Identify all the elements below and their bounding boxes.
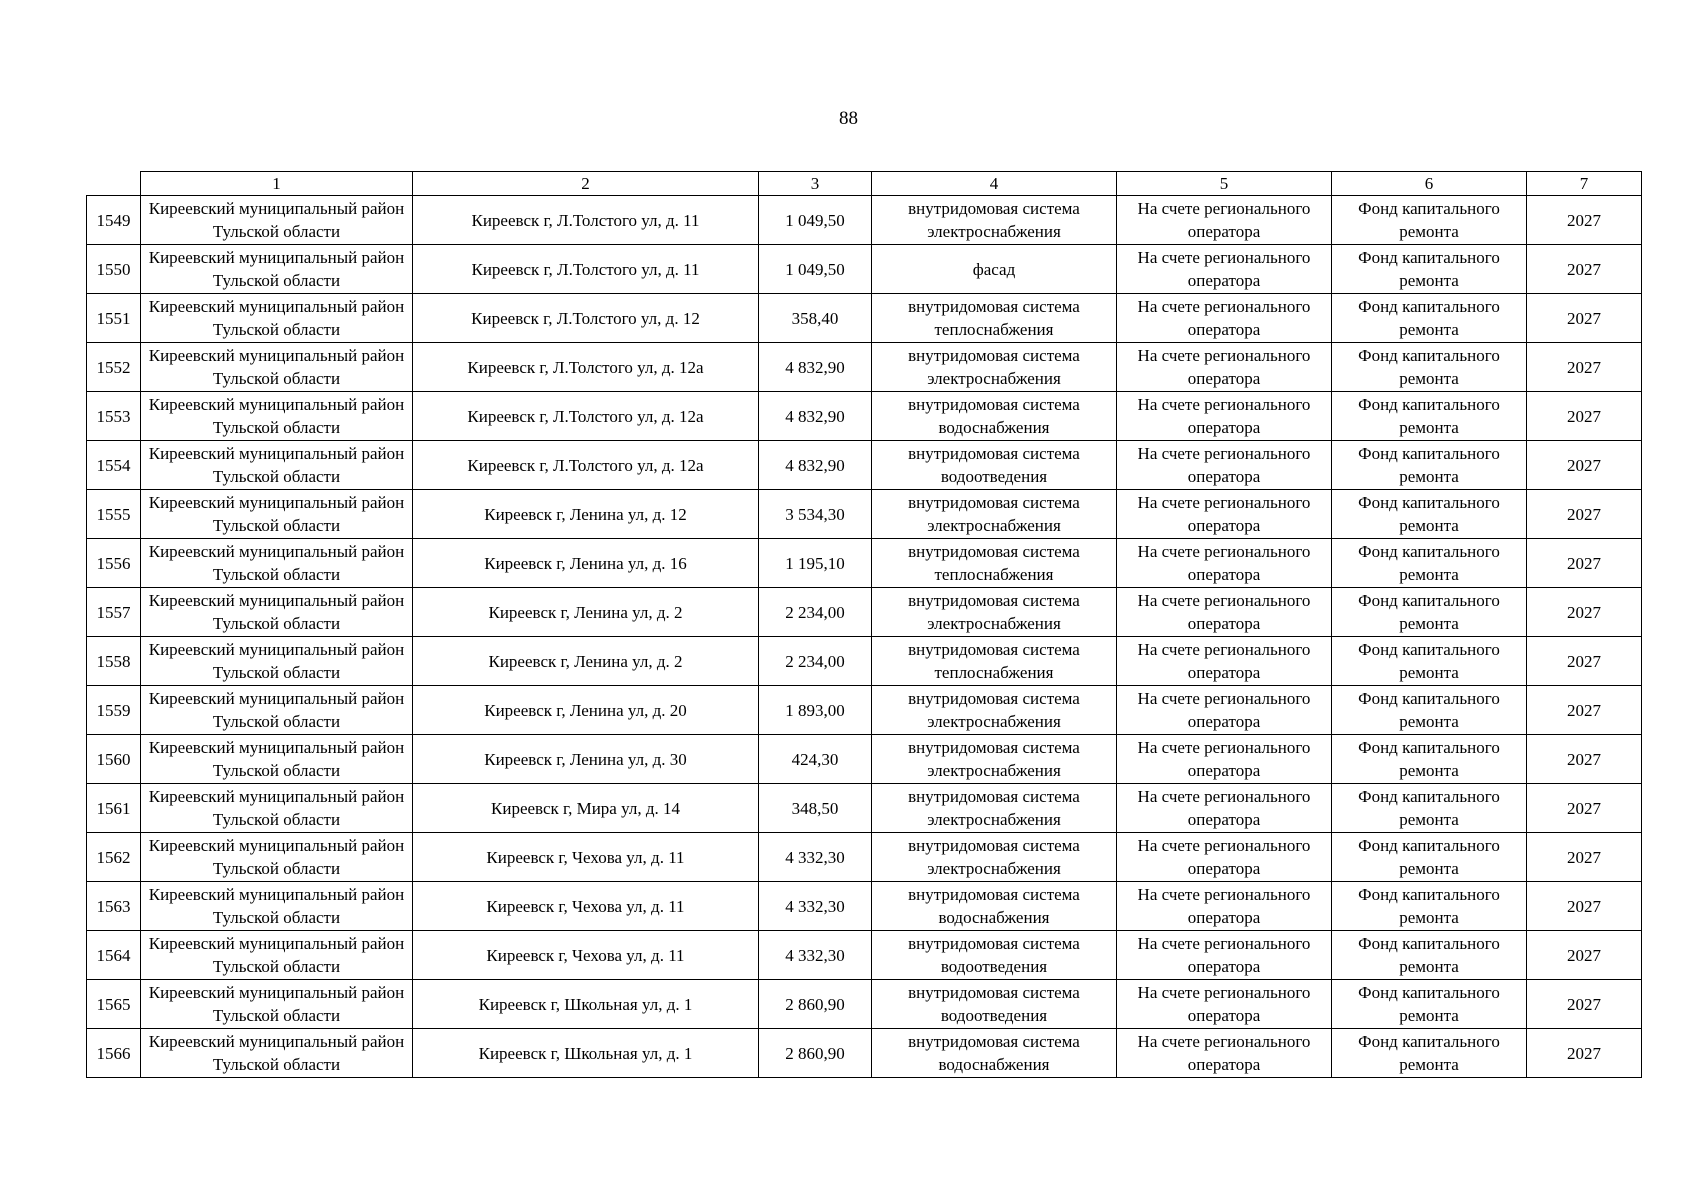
column-header-num: [87, 172, 141, 196]
table-row: [87, 343, 1642, 392]
cell-year: 2027: [1527, 1029, 1642, 1078]
table-row: [87, 784, 1642, 833]
cell-address: Киреевск г, Чехова ул, д. 11: [413, 931, 759, 980]
cell-work-type: внутридомовая система электроснабжения: [872, 735, 1117, 784]
cell-address: Киреевск г, Ленина ул, д. 20: [413, 686, 759, 735]
cell-address: Киреевск г, Л.Толстого ул, д. 11: [413, 245, 759, 294]
cell-year: 2027: [1527, 588, 1642, 637]
cell-fund-account: На счете регионального оператора: [1117, 686, 1332, 735]
cell-fund-account: На счете регионального оператора: [1117, 588, 1332, 637]
cell-work-type: внутридомовая система электроснабжения: [872, 343, 1117, 392]
cell-year: 2027: [1527, 833, 1642, 882]
cell-district: Киреевский муниципальный район Тульской области: [141, 294, 413, 343]
cell-year: 2027: [1527, 441, 1642, 490]
table-row: [87, 637, 1642, 686]
cell-address: Киреевск г, Л.Толстого ул, д. 12а: [413, 343, 759, 392]
cell-year: 2027: [1527, 490, 1642, 539]
cell-district: Киреевский муниципальный район Тульской области: [141, 637, 413, 686]
table-row: [87, 294, 1642, 343]
cell-area: 1 049,50: [759, 245, 872, 294]
cell-row-number: 1549: [87, 196, 141, 245]
cell-fund-name: Фонд капитального ремонта: [1332, 882, 1527, 931]
cell-fund-name: Фонд капитального ремонта: [1332, 686, 1527, 735]
table-row: [87, 441, 1642, 490]
cell-work-type: внутридомовая система водоотведения: [872, 441, 1117, 490]
table-row: [87, 196, 1642, 245]
table-row: [87, 539, 1642, 588]
cell-work-type: фасад: [872, 245, 1117, 294]
cell-row-number: 1550: [87, 245, 141, 294]
cell-area: 348,50: [759, 784, 872, 833]
cell-row-number: 1563: [87, 882, 141, 931]
cell-area: 4 832,90: [759, 343, 872, 392]
cell-fund-account: На счете регионального оператора: [1117, 784, 1332, 833]
cell-fund-name: Фонд капитального ремонта: [1332, 294, 1527, 343]
cell-district: Киреевский муниципальный район Тульской области: [141, 882, 413, 931]
cell-year: 2027: [1527, 931, 1642, 980]
cell-row-number: 1560: [87, 735, 141, 784]
cell-work-type: внутридомовая система водоснабжения: [872, 1029, 1117, 1078]
cell-fund-account: На счете регионального оператора: [1117, 441, 1332, 490]
cell-row-number: 1564: [87, 931, 141, 980]
cell-address: Киреевск г, Чехова ул, д. 11: [413, 882, 759, 931]
cell-address: Киреевск г, Школьная ул, д. 1: [413, 980, 759, 1029]
cell-fund-account: На счете регионального оператора: [1117, 833, 1332, 882]
cell-district: Киреевский муниципальный район Тульской области: [141, 196, 413, 245]
cell-district: Киреевский муниципальный район Тульской области: [141, 735, 413, 784]
cell-row-number: 1553: [87, 392, 141, 441]
cell-work-type: внутридомовая система электроснабжения: [872, 490, 1117, 539]
cell-fund-account: На счете регионального оператора: [1117, 294, 1332, 343]
cell-row-number: 1562: [87, 833, 141, 882]
cell-district: Киреевский муниципальный район Тульской области: [141, 392, 413, 441]
cell-year: 2027: [1527, 882, 1642, 931]
cell-fund-name: Фонд капитального ремонта: [1332, 588, 1527, 637]
cell-district: Киреевский муниципальный район Тульской области: [141, 686, 413, 735]
cell-row-number: 1559: [87, 686, 141, 735]
cell-address: Киреевск г, Ленина ул, д. 16: [413, 539, 759, 588]
cell-district: Киреевский муниципальный район Тульской области: [141, 980, 413, 1029]
column-header-5: 5: [1117, 172, 1332, 196]
cell-fund-name: Фонд капитального ремонта: [1332, 245, 1527, 294]
cell-district: Киреевский муниципальный район Тульской области: [141, 588, 413, 637]
cell-address: Киреевск г, Л.Толстого ул, д. 12а: [413, 441, 759, 490]
cell-address: Киреевск г, Ленина ул, д. 2: [413, 588, 759, 637]
cell-address: Киреевск г, Чехова ул, д. 11: [413, 833, 759, 882]
table-row: [87, 490, 1642, 539]
cell-year: 2027: [1527, 686, 1642, 735]
cell-row-number: 1552: [87, 343, 141, 392]
table-row: [87, 833, 1642, 882]
column-header-3: 3: [759, 172, 872, 196]
cell-fund-account: На счете регионального оператора: [1117, 882, 1332, 931]
cell-area: 2 234,00: [759, 637, 872, 686]
cell-area: 4 832,90: [759, 392, 872, 441]
header-row: [87, 172, 1642, 196]
column-header-1: 1: [141, 172, 413, 196]
cell-row-number: 1561: [87, 784, 141, 833]
cell-address: Киреевск г, Ленина ул, д. 12: [413, 490, 759, 539]
cell-fund-name: Фонд капитального ремонта: [1332, 490, 1527, 539]
cell-address: Киреевск г, Ленина ул, д. 30: [413, 735, 759, 784]
cell-fund-name: Фонд капитального ремонта: [1332, 343, 1527, 392]
column-header-2: 2: [413, 172, 759, 196]
cell-fund-name: Фонд капитального ремонта: [1332, 196, 1527, 245]
cell-year: 2027: [1527, 637, 1642, 686]
cell-address: Киреевск г, Мира ул, д. 14: [413, 784, 759, 833]
table-row: [87, 735, 1642, 784]
column-header-7: 7: [1527, 172, 1642, 196]
cell-address: Киреевск г, Л.Толстого ул, д. 12: [413, 294, 759, 343]
cell-work-type: внутридомовая система электроснабжения: [872, 588, 1117, 637]
cell-work-type: внутридомовая система электроснабжения: [872, 686, 1117, 735]
cell-district: Киреевский муниципальный район Тульской области: [141, 1029, 413, 1078]
cell-fund-account: На счете регионального оператора: [1117, 392, 1332, 441]
cell-row-number: 1557: [87, 588, 141, 637]
cell-work-type: внутридомовая система электроснабжения: [872, 784, 1117, 833]
cell-fund-account: На счете регионального оператора: [1117, 637, 1332, 686]
cell-fund-name: Фонд капитального ремонта: [1332, 980, 1527, 1029]
cell-row-number: 1558: [87, 637, 141, 686]
cell-address: Киреевск г, Ленина ул, д. 2: [413, 637, 759, 686]
cell-district: Киреевский муниципальный район Тульской области: [141, 833, 413, 882]
cell-fund-name: Фонд капитального ремонта: [1332, 392, 1527, 441]
table-row: [87, 245, 1642, 294]
cell-fund-name: Фонд капитального ремонта: [1332, 784, 1527, 833]
cell-district: Киреевский муниципальный район Тульской области: [141, 245, 413, 294]
cell-area: 1 195,10: [759, 539, 872, 588]
table-body: [87, 196, 1642, 1078]
cell-fund-name: Фонд капитального ремонта: [1332, 735, 1527, 784]
column-header-6: 6: [1332, 172, 1527, 196]
cell-row-number: 1555: [87, 490, 141, 539]
cell-district: Киреевский муниципальный район Тульской области: [141, 931, 413, 980]
table-row: [87, 588, 1642, 637]
cell-fund-account: На счете регионального оператора: [1117, 539, 1332, 588]
cell-district: Киреевский муниципальный район Тульской области: [141, 490, 413, 539]
cell-fund-account: На счете регионального оператора: [1117, 980, 1332, 1029]
cell-address: Киреевск г, Л.Толстого ул, д. 12а: [413, 392, 759, 441]
cell-area: 2 860,90: [759, 980, 872, 1029]
cell-area: 424,30: [759, 735, 872, 784]
table-row: [87, 882, 1642, 931]
cell-fund-account: На счете регионального оператора: [1117, 735, 1332, 784]
cell-work-type: внутридомовая система теплоснабжения: [872, 539, 1117, 588]
cell-work-type: внутридомовая система водоснабжения: [872, 882, 1117, 931]
cell-row-number: 1565: [87, 980, 141, 1029]
cell-year: 2027: [1527, 245, 1642, 294]
page-number: 88: [839, 108, 858, 129]
cell-area: 3 534,30: [759, 490, 872, 539]
cell-area: 358,40: [759, 294, 872, 343]
cell-fund-account: На счете регионального оператора: [1117, 245, 1332, 294]
cell-fund-name: Фонд капитального ремонта: [1332, 539, 1527, 588]
cell-district: Киреевский муниципальный район Тульской области: [141, 784, 413, 833]
cell-fund-name: Фонд капитального ремонта: [1332, 931, 1527, 980]
cell-work-type: внутридомовая система электроснабжения: [872, 196, 1117, 245]
cell-area: 4 832,90: [759, 441, 872, 490]
table-row: [87, 980, 1642, 1029]
cell-address: Киреевск г, Школьная ул, д. 1: [413, 1029, 759, 1078]
cell-fund-name: Фонд капитального ремонта: [1332, 1029, 1527, 1078]
cell-area: 4 332,30: [759, 931, 872, 980]
cell-row-number: 1551: [87, 294, 141, 343]
cell-year: 2027: [1527, 735, 1642, 784]
cell-year: 2027: [1527, 980, 1642, 1029]
cell-area: 2 860,90: [759, 1029, 872, 1078]
cell-area: 1 893,00: [759, 686, 872, 735]
cell-fund-account: На счете регионального оператора: [1117, 343, 1332, 392]
cell-work-type: внутридомовая система теплоснабжения: [872, 637, 1117, 686]
capital-repair-table: [86, 171, 1642, 1078]
cell-area: 4 332,30: [759, 882, 872, 931]
cell-work-type: внутридомовая система теплоснабжения: [872, 294, 1117, 343]
table-row: [87, 1029, 1642, 1078]
cell-year: 2027: [1527, 539, 1642, 588]
table-row: [87, 686, 1642, 735]
cell-work-type: внутридомовая система водоотведения: [872, 980, 1117, 1029]
cell-fund-name: Фонд капитального ремонта: [1332, 637, 1527, 686]
cell-fund-account: На счете регионального оператора: [1117, 931, 1332, 980]
cell-fund-name: Фонд капитального ремонта: [1332, 441, 1527, 490]
cell-fund-account: На счете регионального оператора: [1117, 490, 1332, 539]
cell-row-number: 1556: [87, 539, 141, 588]
cell-fund-account: На счете регионального оператора: [1117, 196, 1332, 245]
cell-year: 2027: [1527, 343, 1642, 392]
cell-area: 2 234,00: [759, 588, 872, 637]
cell-district: Киреевский муниципальный район Тульской области: [141, 441, 413, 490]
cell-year: 2027: [1527, 392, 1642, 441]
cell-year: 2027: [1527, 196, 1642, 245]
cell-year: 2027: [1527, 294, 1642, 343]
cell-fund-name: Фонд капитального ремонта: [1332, 833, 1527, 882]
cell-work-type: внутридомовая система водоотведения: [872, 931, 1117, 980]
cell-work-type: внутридомовая система электроснабжения: [872, 833, 1117, 882]
table-row: [87, 392, 1642, 441]
cell-row-number: 1554: [87, 441, 141, 490]
cell-year: 2027: [1527, 784, 1642, 833]
table-row: [87, 931, 1642, 980]
cell-district: Киреевский муниципальный район Тульской области: [141, 539, 413, 588]
cell-row-number: 1566: [87, 1029, 141, 1078]
cell-district: Киреевский муниципальный район Тульской области: [141, 343, 413, 392]
cell-area: 1 049,50: [759, 196, 872, 245]
cell-fund-account: На счете регионального оператора: [1117, 1029, 1332, 1078]
cell-address: Киреевск г, Л.Толстого ул, д. 11: [413, 196, 759, 245]
cell-area: 4 332,30: [759, 833, 872, 882]
column-header-4: 4: [872, 172, 1117, 196]
cell-work-type: внутридомовая система водоснабжения: [872, 392, 1117, 441]
